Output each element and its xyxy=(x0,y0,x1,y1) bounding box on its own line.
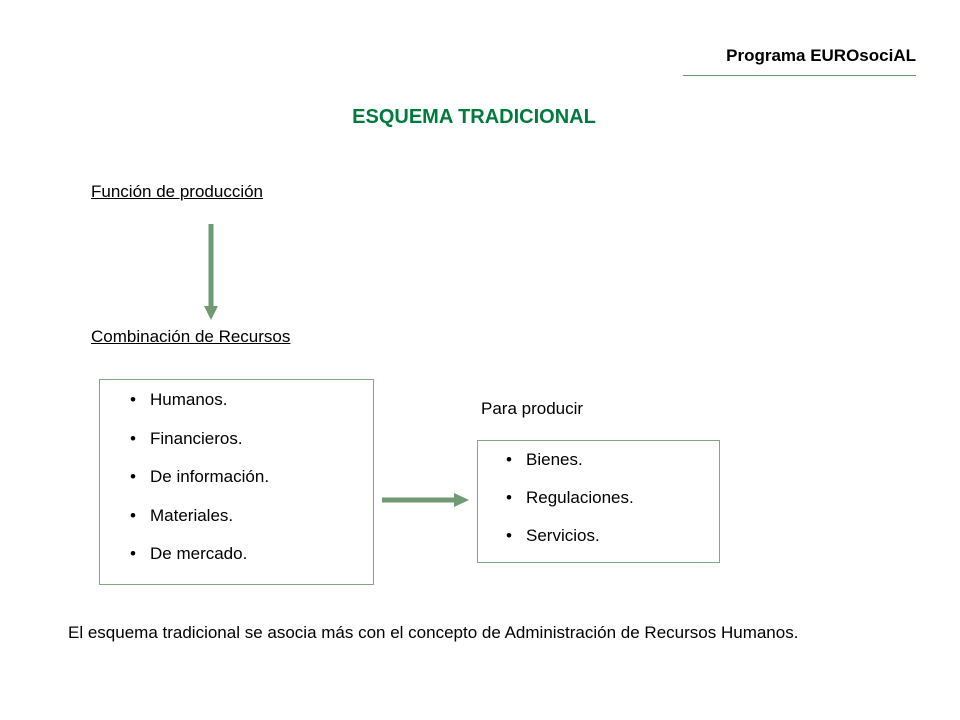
resource-item: Financieros. xyxy=(150,428,243,448)
list-item xyxy=(130,429,269,468)
list-item xyxy=(506,488,634,526)
list-item xyxy=(130,467,269,506)
list-item xyxy=(130,506,269,545)
output-item: Servicios. xyxy=(526,526,600,545)
bullet-icon: • xyxy=(130,544,136,563)
list-item xyxy=(130,390,269,429)
resources-box xyxy=(99,379,374,585)
right-arrow-icon xyxy=(380,487,472,513)
resource-item: De información. xyxy=(150,467,270,486)
footer-note: El esquema tradicional se asocia más con el concepto de Administración de Recursos Humanos. xyxy=(68,623,799,642)
brand-underline xyxy=(683,75,916,76)
bullet-icon: • xyxy=(130,428,136,448)
list-item xyxy=(130,544,269,583)
page-title: ESQUEMA TRADICIONAL xyxy=(352,106,596,128)
down-arrow-icon xyxy=(198,222,224,322)
resource-item: Humanos. xyxy=(150,390,228,409)
bullet-icon: • xyxy=(506,526,512,545)
production-function-label: Función de producción xyxy=(91,182,264,201)
outputs-list xyxy=(506,450,634,564)
output-item: Bienes. xyxy=(526,450,583,469)
resource-item: Materiales. xyxy=(150,505,234,525)
down-arrow-head xyxy=(204,306,218,320)
resource-item: De mercado. xyxy=(150,544,248,563)
produce-label: Para producir xyxy=(481,399,584,418)
brand-title: Programa EUROsociAL xyxy=(726,46,916,65)
bullet-icon: • xyxy=(130,505,136,525)
right-arrow-head xyxy=(454,493,469,507)
bullet-icon: • xyxy=(130,390,136,409)
list-item xyxy=(506,526,634,564)
output-item: Regulaciones. xyxy=(526,488,634,507)
outputs-box xyxy=(477,440,720,563)
bullet-icon: • xyxy=(130,467,136,486)
resources-list xyxy=(130,390,269,583)
resources-label: Combinación de Recursos xyxy=(91,327,291,346)
bullet-icon: • xyxy=(506,450,512,469)
bullet-icon: • xyxy=(506,488,512,507)
list-item xyxy=(506,450,634,488)
